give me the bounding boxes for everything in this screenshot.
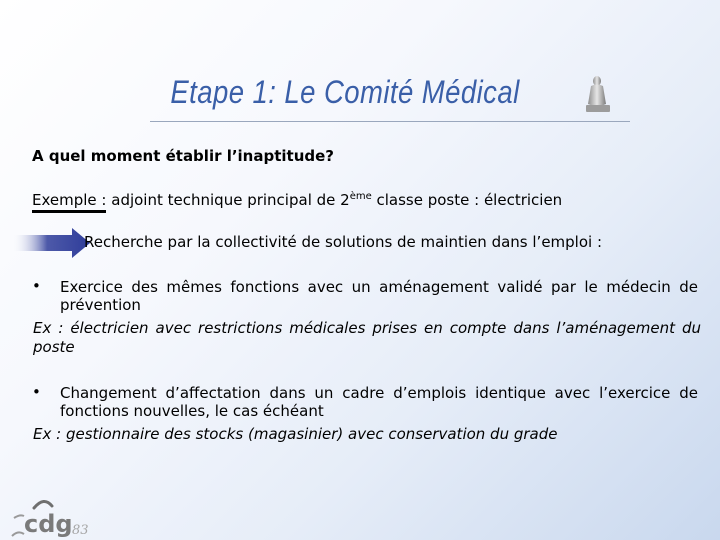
research-text: Recherche par la collectivité de solutions de maintien dans l’emploi : bbox=[84, 233, 603, 251]
example-label: Exemple : bbox=[32, 191, 106, 213]
example-text-before: adjoint technique principal de 2 bbox=[106, 191, 350, 209]
svg-text:cdg: cdg bbox=[24, 510, 73, 538]
bullet-1-example: Ex : électricien avec restrictions médicales prises en compte dans l’aménagement du poste bbox=[33, 319, 701, 356]
bullet-dot: • bbox=[32, 277, 41, 295]
bullet-1-text: Exercice des mêmes fonctions avec un aménagement validé par le médecin de prévention bbox=[60, 278, 698, 314]
bullet-2-text: Changement d’affectation dans un cadre d’emplois identique avec l’exercice de fonctions nouvelles, le cas échéant bbox=[60, 384, 698, 420]
svg-text:83: 83 bbox=[72, 523, 89, 538]
slide-title: Etape 1: Le Comité Médical bbox=[170, 74, 520, 110]
bullet-2-example: Ex : gestionnaire des stocks (magasinier) avec conservation du grade bbox=[33, 425, 558, 443]
arrow-icon bbox=[12, 226, 90, 260]
question-heading: A quel moment établir l’inaptitude? bbox=[32, 147, 334, 165]
example-superscript: ème bbox=[349, 191, 372, 202]
example-line bbox=[32, 191, 562, 209]
statue-icon bbox=[582, 72, 614, 114]
title-divider bbox=[150, 121, 630, 122]
bullet-dot: • bbox=[32, 383, 41, 401]
logo-icon bbox=[10, 496, 100, 540]
example-text-after: classe poste : électricien bbox=[371, 191, 563, 209]
